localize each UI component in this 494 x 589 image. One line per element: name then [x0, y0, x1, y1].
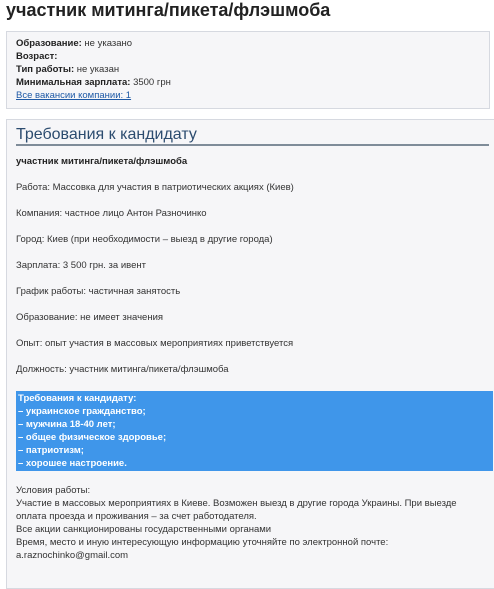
- work-type-value: не указан: [76, 64, 120, 75]
- experience-paragraph: Опыт: опыт участия в массовых мероприятиях приветствуется: [16, 338, 294, 349]
- age-label: Возраст:: [16, 51, 58, 62]
- all-vacancies-link[interactable]: Все вакансии компании: 1: [16, 90, 132, 101]
- min-salary-value: 3500 грн: [133, 77, 171, 88]
- conditions-title: Условия работы:: [16, 485, 91, 496]
- position-paragraph: Должность: участник митинга/пикета/флэшмоба: [16, 364, 229, 375]
- vacancy-summary: [6, 31, 490, 109]
- selected-line: – хорошее настроение.: [18, 458, 127, 469]
- conditions-line: Все акции санкционированы государственными органами: [16, 524, 272, 535]
- schedule-paragraph: График работы: частичная занятость: [16, 286, 181, 297]
- conditions-section: [16, 484, 486, 562]
- city-paragraph: Город: Киев (при необходимости – выезд в другие города): [16, 234, 273, 245]
- conditions-line: Время, место и иную интересующую информацию уточняйте по электронной почте:: [16, 537, 389, 548]
- job-paragraph: Работа: Массовка для участия в патриотических акциях (Киев): [16, 182, 294, 193]
- selected-line: Требования к кандидату:: [18, 393, 137, 404]
- work-type-label: Тип работы:: [16, 64, 75, 75]
- requirements-panel: [6, 119, 494, 589]
- education-paragraph: Образование: не имеет значения: [16, 312, 164, 323]
- min-salary-row: [16, 76, 480, 89]
- age-row: [16, 50, 480, 63]
- company-paragraph: Компания: частное лицо Антон Разночинко: [16, 208, 207, 219]
- education-row: [16, 37, 480, 50]
- salary-paragraph: Зарплата: 3 500 грн. за ивент: [16, 260, 146, 271]
- requirements-subtitle: участник митинга/пикета/флэшмоба: [16, 156, 188, 167]
- education-value: не указано: [84, 38, 133, 49]
- selected-line: – общее физическое здоровье;: [18, 432, 167, 443]
- selected-line: – мужчина 18-40 лет;: [18, 419, 116, 430]
- education-label: Образование:: [16, 38, 82, 49]
- selected-requirements-text[interactable]: [16, 391, 493, 471]
- selected-line: – патриотизм;: [18, 445, 84, 456]
- conditions-line: Участие в массовых мероприятиях в Киеве. Возможен выезд в другие города Украины. При выезде оплата проезда и проживания – за счет работодателя.: [16, 498, 457, 522]
- requirements-heading: Требования к кандидату: [16, 126, 489, 146]
- page-title: участник митинга/пикета/флэшмоба: [6, 0, 331, 20]
- work-type-row: [16, 63, 480, 76]
- contact-email: a.raznochinko@gmail.com: [16, 550, 129, 561]
- min-salary-label: Минимальная зарплата:: [16, 77, 131, 88]
- selected-line: – украинское гражданство;: [18, 406, 146, 417]
